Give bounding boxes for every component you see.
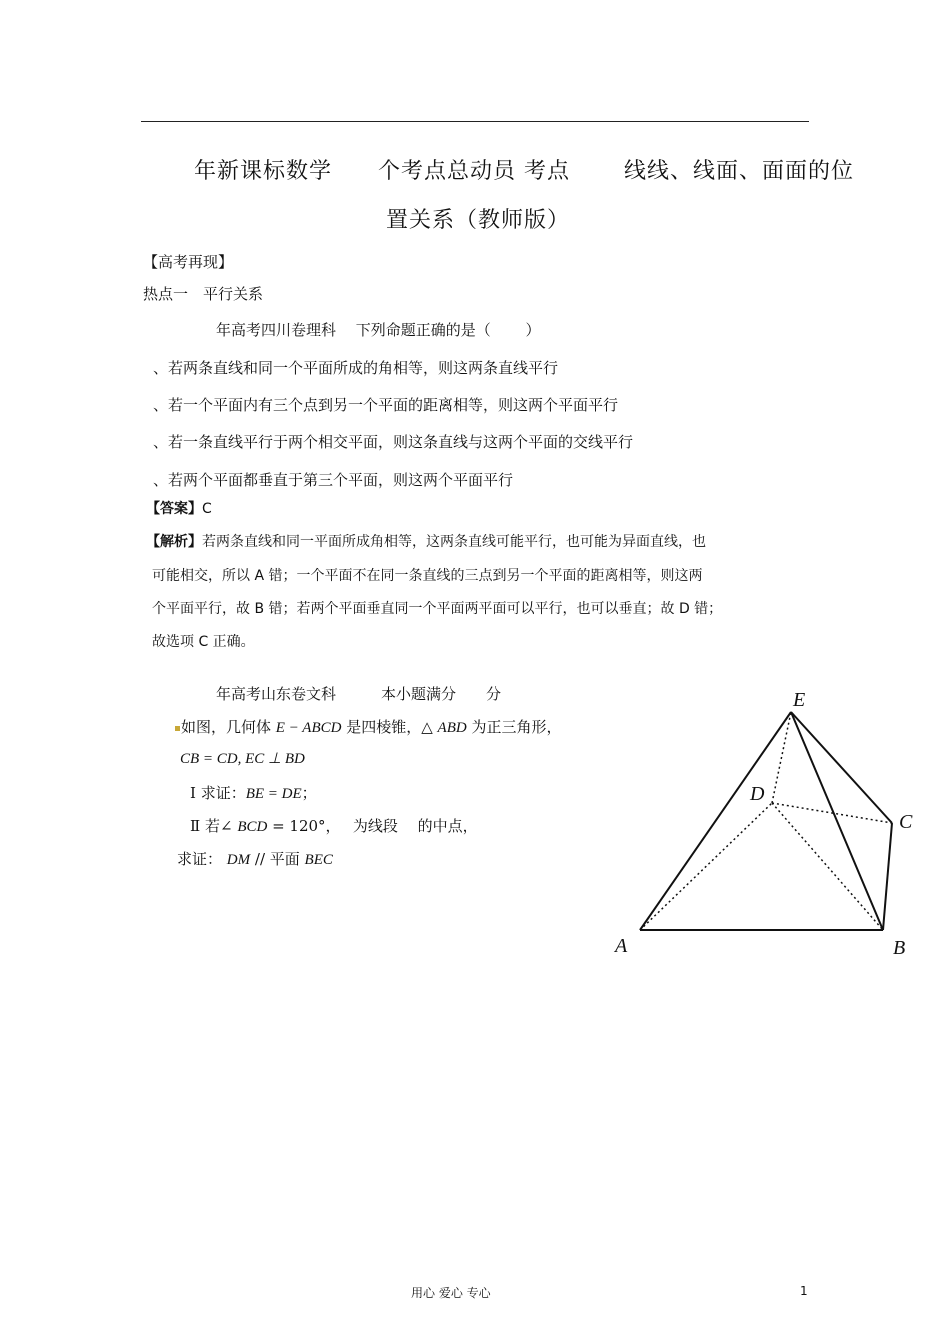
edge-ec xyxy=(791,712,892,823)
q2-part1-post: ； xyxy=(301,784,317,802)
q2-part2-post: = 120°， 为线段 的中点， xyxy=(267,817,478,835)
q2-line1-pre: 如图，几何体 xyxy=(181,718,276,736)
analysis-line-1 xyxy=(146,531,706,551)
q2-part2-math: BCD xyxy=(237,819,268,835)
label-c: C xyxy=(899,811,913,833)
edge-db xyxy=(772,803,883,930)
edge-eb xyxy=(791,712,883,930)
analysis-line-4: 故选项 C 正确。 xyxy=(152,634,255,650)
q1-option-c: 、若一条直线平行于两个相交平面，则这条直线与这两个平面的交线平行 xyxy=(153,433,634,451)
q2-part1 xyxy=(190,782,317,803)
q2-line1-math1: E − ABCD xyxy=(275,720,342,736)
q1-option-b: 、若一个平面内有三个点到另一个平面的距离相等，则这两个平面平行 xyxy=(153,396,619,414)
q2-part1-label: Ⅰ 求证： xyxy=(190,784,246,802)
hotspot-heading: 热点一 平行关系 xyxy=(143,285,264,303)
q2-line1-math2: ABD xyxy=(437,720,467,736)
q2-line1-mid: 是四棱锥，△ xyxy=(341,718,438,736)
q2-prove-label: 求证： xyxy=(177,850,223,868)
doc-title-line1: 年新课标数学 个考点总动员 考点 线线、线面、面面的位 xyxy=(194,159,854,184)
q2-line1-post: 为正三角形， xyxy=(466,718,562,736)
footer-slogan: 用心 爱心 专心 xyxy=(411,1286,491,1300)
analysis-line-2: 可能相交，所以 A 错；一个平面不在同一条直线的三点到另一个平面的距离相等，则这两 xyxy=(152,568,703,584)
q2-line2: CB = CD, EC ⊥ BD xyxy=(180,751,305,767)
q2-prove xyxy=(177,848,333,869)
analysis-text-1: 若两条直线和同一平面所成角相等，这两条直线可能平行，也可能为异面直线，也 xyxy=(202,534,706,550)
q2-part1-math: BE = DE xyxy=(245,786,302,802)
answer-label: 【答案】 xyxy=(146,501,202,517)
edge-cb xyxy=(883,823,892,930)
q2-prove-math: DM xyxy=(226,852,251,868)
label-a: A xyxy=(615,935,628,957)
section-heading: 【高考再现】 xyxy=(143,253,234,271)
pyramid-figure xyxy=(600,680,930,970)
edge-ae xyxy=(640,712,791,930)
edge-ad xyxy=(640,803,772,930)
q1-option-d: 、若两个平面都垂直于第三个平面，则这两个平面平行 xyxy=(153,471,514,489)
page-number: 1 xyxy=(800,1284,808,1298)
q2-prove-post: // 平面 xyxy=(250,850,305,868)
doc-title-line2: 置关系（教师版） xyxy=(386,208,571,233)
q1-header: 年高考四川卷理科 下列命题正确的是（ ） xyxy=(216,321,541,339)
q2-prove-math2: BEC xyxy=(304,852,333,868)
answer-value: C xyxy=(202,501,212,517)
q2-part2-label: Ⅱ 若∠ xyxy=(190,817,238,835)
marker-icon xyxy=(175,726,180,731)
header-rule xyxy=(141,121,809,122)
q2-line1 xyxy=(175,716,562,737)
label-e: E xyxy=(793,689,806,711)
q2-header: 年高考山东卷文科 本小题满分 分 xyxy=(216,685,502,703)
q2-part2 xyxy=(190,815,478,836)
answer-line xyxy=(146,498,212,518)
edge-dc xyxy=(772,803,892,823)
q1-option-a: 、若两条直线和同一个平面所成的角相等，则这两条直线平行 xyxy=(153,359,559,377)
label-d: D xyxy=(750,783,765,805)
label-b: B xyxy=(893,937,906,959)
analysis-label: 【解析】 xyxy=(146,534,202,550)
analysis-line-3: 个平面平行，故 B 错；若两个平面垂直同一个平面两平面可以平行，也可以垂直；故 D 错； xyxy=(152,601,723,617)
